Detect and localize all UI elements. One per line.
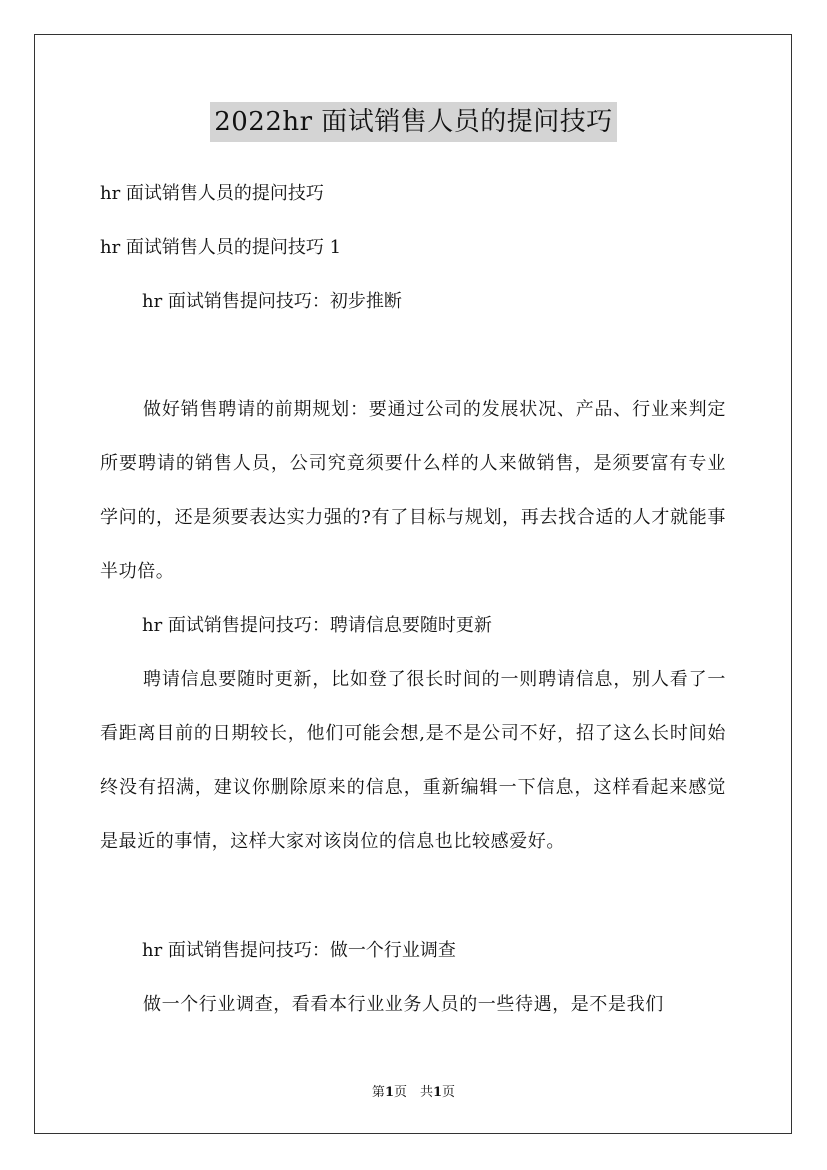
subheading-update-job-info: hr 面试销售提问技巧：聘请信息要随时更新 [142,615,492,636]
document-title: 2022hr 面试销售人员的提问技巧 [210,102,617,142]
paragraph-hiring-planning: 做好销售聘请的前期规划：要通过公司的发展状况、产品、行业来判定所要聘请的销售人员，公司究竟须要什么样的人来做销售，是须要富有专业学问的，还是须要表达实力强的?有了目标与规划，再去找合适的人才就能事半功倍。 [100,399,726,582]
section-heading: hr 面试销售人员的提问技巧 1 [100,237,342,258]
title-container [0,102,827,142]
subheading-initial-judgment: hr 面试销售提问技巧：初步推断 [142,291,402,312]
footer-page-mid: 页 共 [393,1085,433,1100]
footer-total-pages: 1 [433,1085,443,1100]
subheading-industry-survey: hr 面试销售提问技巧：做一个行业调查 [142,940,456,961]
footer-current-page: 1 [384,1085,394,1100]
document-subtitle: hr 面试销售人员的提问技巧 [100,183,324,204]
paragraph-update-job-info: 聘请信息要随时更新，比如登了很长时间的一则聘请信息，别人看了一看距离目前的日期较长，他们可能会想,是不是公司不好，招了这么长时间始终没有招满，建议你删除原来的信息，重新编辑一下信息，这样看起来感觉是最近的事情，这样大家对该岗位的信息也比较感爱好。 [100,669,726,852]
page-footer [0,1084,827,1102]
footer-page-prefix: 第 [371,1085,385,1100]
footer-page-suffix: 页 [442,1085,456,1100]
paragraph-industry-survey: 做一个行业调查，看看本行业业务人员的一些待遇，是不是我们 [143,994,664,1015]
